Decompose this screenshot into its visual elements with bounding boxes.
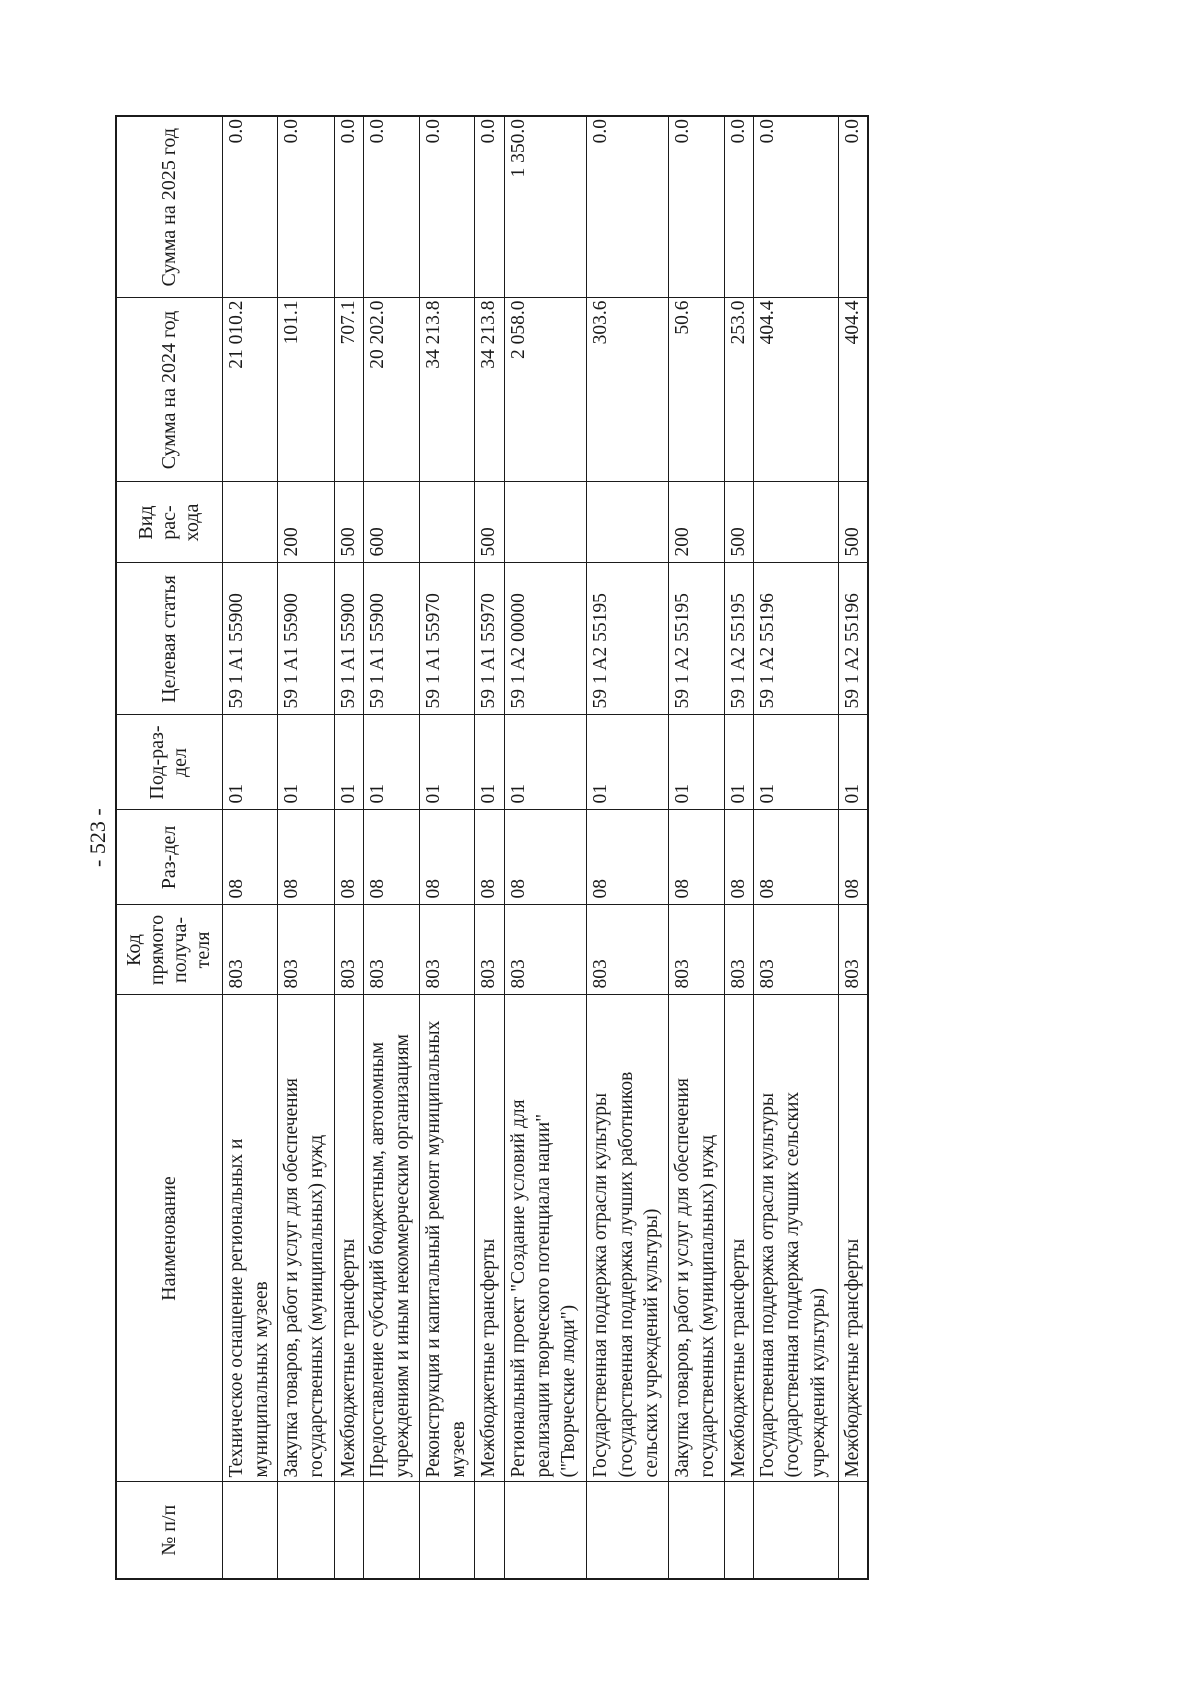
cell-sum-2025: 0.0 (838, 116, 868, 298)
cell-section: 08 (277, 810, 334, 905)
header-section: Раз-дел (116, 810, 222, 905)
cell-index (504, 1482, 587, 1579)
header-sum-2025: Сумма на 2025 год (116, 116, 222, 298)
cell-section: 08 (419, 810, 474, 905)
cell-section: 08 (504, 810, 587, 905)
cell-expense-type: 500 (838, 482, 868, 563)
cell-name: Государственная поддержка отрасли культуры (государственная поддержка лучших сельских учреждений культуры) (753, 995, 838, 1482)
cell-target-article: 59 1 A2 00000 (504, 563, 587, 715)
cell-target-article: 59 1 A2 55196 (753, 563, 838, 715)
cell-section: 08 (669, 810, 724, 905)
cell-sum-2024: 34 213.8 (419, 298, 474, 482)
cell-subsection: 01 (419, 715, 474, 810)
table-row (277, 116, 334, 1579)
cell-section: 08 (364, 810, 420, 905)
cell-sum-2024: 404.4 (838, 298, 868, 482)
cell-sum-2025: 0.0 (364, 116, 420, 298)
table-row (334, 116, 363, 1579)
cell-sum-2025: 0.0 (334, 116, 363, 298)
cell-target-article: 59 1 A1 55900 (222, 563, 277, 715)
cell-expense-type (222, 482, 277, 563)
table-row (222, 116, 277, 1579)
cell-sum-2025: 0.0 (753, 116, 838, 298)
cell-target-article: 59 1 A1 55970 (475, 563, 504, 715)
cell-sum-2024: 34 213.8 (475, 298, 504, 482)
header-target-article: Целевая статья (116, 563, 222, 715)
table-row (587, 116, 669, 1579)
cell-sum-2025: 0.0 (587, 116, 669, 298)
table-row (475, 116, 504, 1579)
cell-index (364, 1482, 420, 1579)
cell-expense-type: 600 (364, 482, 420, 563)
cell-sum-2025: 1 350.0 (504, 116, 587, 298)
table-row (669, 116, 724, 1579)
cell-section: 08 (724, 810, 753, 905)
cell-index (475, 1482, 504, 1579)
cell-section: 08 (334, 810, 363, 905)
table-row (364, 116, 420, 1579)
cell-name: Закупка товаров, работ и услуг для обеспечения государственных (муниципальных) нужд (277, 995, 334, 1482)
cell-name: Межбюджетные трансферты (334, 995, 363, 1482)
cell-recipient-code: 803 (504, 905, 587, 995)
budget-table (115, 115, 869, 1580)
cell-index (277, 1482, 334, 1579)
cell-subsection: 01 (669, 715, 724, 810)
cell-sum-2024: 404.4 (753, 298, 838, 482)
cell-name: Региональный проект "Создание условий для реализации творческого потенциала нации" ("Творческие люди") (504, 995, 587, 1482)
cell-name: Предоставление субсидий бюджетным, автономным учреждениям и иным некоммерческим организациям (364, 995, 420, 1482)
cell-recipient-code: 803 (277, 905, 334, 995)
header-name: Наименование (116, 995, 222, 1482)
cell-sum-2024: 21 010.2 (222, 298, 277, 482)
header-recipient-code: Код прямого получа-теля (116, 905, 222, 995)
cell-section: 08 (222, 810, 277, 905)
cell-subsection: 01 (475, 715, 504, 810)
cell-subsection: 01 (753, 715, 838, 810)
cell-recipient-code: 803 (334, 905, 363, 995)
cell-target-article: 59 1 A1 55900 (334, 563, 363, 715)
cell-expense-type: 500 (724, 482, 753, 563)
cell-subsection: 01 (277, 715, 334, 810)
cell-expense-type: 200 (277, 482, 334, 563)
cell-index (669, 1482, 724, 1579)
cell-index (587, 1482, 669, 1579)
cell-expense-type: 500 (475, 482, 504, 563)
cell-section: 08 (587, 810, 669, 905)
cell-recipient-code: 803 (587, 905, 669, 995)
cell-subsection: 01 (838, 715, 868, 810)
cell-sum-2024: 707.1 (334, 298, 363, 482)
cell-recipient-code: 803 (419, 905, 474, 995)
cell-sum-2025: 0.0 (669, 116, 724, 298)
table-row (419, 116, 474, 1579)
cell-recipient-code: 803 (222, 905, 277, 995)
cell-subsection: 01 (222, 715, 277, 810)
cell-recipient-code: 803 (838, 905, 868, 995)
cell-recipient-code: 803 (724, 905, 753, 995)
table-row (724, 116, 753, 1579)
cell-sum-2024: 20 202.0 (364, 298, 420, 482)
header-index: № п/п (116, 1482, 222, 1579)
cell-target-article: 59 1 A2 55195 (587, 563, 669, 715)
budget-table-container (115, 117, 869, 1580)
page-number: - 523 - (85, 808, 110, 868)
cell-name: Межбюджетные трансферты (724, 995, 753, 1482)
cell-section: 08 (838, 810, 868, 905)
cell-name: Межбюджетные трансферты (475, 995, 504, 1482)
cell-subsection: 01 (724, 715, 753, 810)
cell-index (334, 1482, 363, 1579)
cell-section: 08 (753, 810, 838, 905)
table-row (838, 116, 868, 1579)
table-header-row (116, 116, 222, 1579)
cell-section: 08 (475, 810, 504, 905)
cell-recipient-code: 803 (364, 905, 420, 995)
cell-sum-2025: 0.0 (277, 116, 334, 298)
cell-subsection: 01 (504, 715, 587, 810)
cell-subsection: 01 (334, 715, 363, 810)
cell-expense-type (587, 482, 669, 563)
table-row (504, 116, 587, 1579)
cell-expense-type: 500 (334, 482, 363, 563)
cell-index (419, 1482, 474, 1579)
cell-target-article: 59 1 A1 55970 (419, 563, 474, 715)
cell-recipient-code: 803 (669, 905, 724, 995)
cell-expense-type: 200 (669, 482, 724, 563)
cell-sum-2024: 253.0 (724, 298, 753, 482)
header-sum-2024: Сумма на 2024 год (116, 298, 222, 482)
cell-sum-2024: 2 058.0 (504, 298, 587, 482)
cell-target-article: 59 1 A2 55195 (724, 563, 753, 715)
cell-sum-2024: 50.6 (669, 298, 724, 482)
cell-target-article: 59 1 A2 55195 (669, 563, 724, 715)
cell-sum-2025: 0.0 (475, 116, 504, 298)
cell-name: Техническое оснащение региональных и муниципальных музеев (222, 995, 277, 1482)
cell-name: Государственная поддержка отрасли культуры (государственная поддержка лучших работников сельских учреждений культуры) (587, 995, 669, 1482)
cell-sum-2025: 0.0 (724, 116, 753, 298)
cell-target-article: 59 1 A1 55900 (277, 563, 334, 715)
cell-name: Закупка товаров, работ и услуг для обеспечения государственных (муниципальных) нужд (669, 995, 724, 1482)
cell-subsection: 01 (587, 715, 669, 810)
cell-expense-type (504, 482, 587, 563)
header-subsection: Под-раз-дел (116, 715, 222, 810)
cell-subsection: 01 (364, 715, 420, 810)
cell-name: Межбюджетные трансферты (838, 995, 868, 1482)
cell-recipient-code: 803 (753, 905, 838, 995)
cell-recipient-code: 803 (475, 905, 504, 995)
cell-index (724, 1482, 753, 1579)
cell-expense-type (419, 482, 474, 563)
cell-target-article: 59 1 A2 55196 (838, 563, 868, 715)
cell-name: Реконструкция и капитальный ремонт муниципальных музеев (419, 995, 474, 1482)
cell-index (838, 1482, 868, 1579)
cell-sum-2024: 303.6 (587, 298, 669, 482)
cell-expense-type (753, 482, 838, 563)
header-expense-type: Вид рас-хода (116, 482, 222, 563)
cell-target-article: 59 1 A1 55900 (364, 563, 420, 715)
cell-sum-2025: 0.0 (222, 116, 277, 298)
cell-sum-2024: 101.1 (277, 298, 334, 482)
table-row (753, 116, 838, 1579)
cell-index (222, 1482, 277, 1579)
cell-index (753, 1482, 838, 1579)
cell-sum-2025: 0.0 (419, 116, 474, 298)
